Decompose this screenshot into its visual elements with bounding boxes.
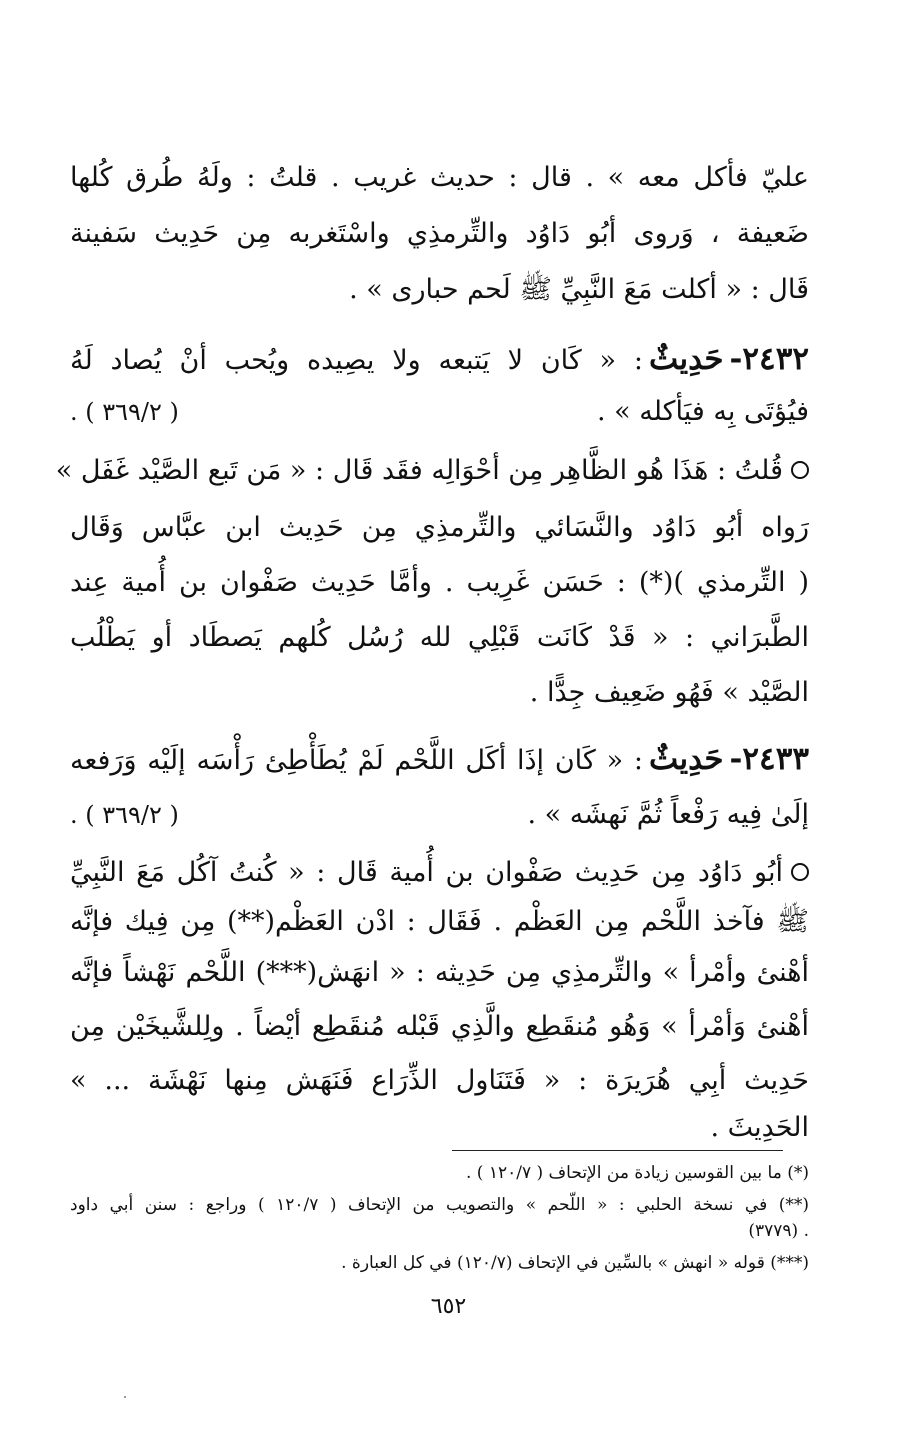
scan-speck xyxy=(124,1396,126,1398)
comment-2432-line-5: الصَّيْد » فَهُو ضَعِيف جِدًّا . xyxy=(529,677,809,708)
footnote-3: (***) قوله « انهش » بالسِّين في الإتحاف (١٢٠/٧) في كل العبارة . xyxy=(341,1253,809,1273)
body-line-1: عليّ فأكل معه » . قال : حديث غريب . قلتُ : ولَهُ طُرق كُلها xyxy=(70,162,809,193)
comment-2433-line-3: أهْنئ وأمْرأ » والتِّرمذِي مِن حَدِيثه : « انهَش(***) اللَّحْم نَهْشاً فإنَّه xyxy=(70,957,809,988)
hadith-2433-number: ٢٤٣٣- xyxy=(729,741,809,777)
hadith-2432-heading xyxy=(70,339,809,381)
circle-bullet-icon xyxy=(791,863,809,881)
hadith-2433-reference: . ( ٣٦٩/٢ ) xyxy=(70,801,179,829)
page-number: ٦٥٢ xyxy=(430,1294,467,1319)
comment-2433-line-5: حَدِيث أبِي هُرَيرَة : « فَتَنَاول الذِّرَاع فَنَهَش مِنها نَهْشَة ... » xyxy=(70,1065,809,1096)
footnote-divider xyxy=(452,1150,783,1151)
comment-2432-line-4: الطَّبرَاني : « قَدْ كَانَت قَبْلِي لله رُسُل كُلهم يَصطَاد أو يَطْلُب xyxy=(70,622,809,653)
hadith-2433-label: حَدِيثٌ xyxy=(649,741,724,777)
circle-bullet-icon xyxy=(791,461,809,479)
comment-2433-line-4: أهْنئ وَأمْرأ » وَهُو مُنقَطِع والَّذِي قَبْله مُنقَطِع أيْضاً . ولِلشَّيخَيْن مِن xyxy=(70,1011,809,1042)
comment-2433-line-6: الحَدِيثَ . xyxy=(710,1112,809,1143)
body-line-2: ضَعيفة ، وَروى أبُو دَاوُد والتِّرمذِي واسْتَغربه مِن حَدِيث سَفينة xyxy=(70,218,809,249)
comment-2432-line-3: ( التِّرمذي )(*) : حَسَن غَرِيب . وأمَّا حَدِيث صَفْوان بن أُمية عِند xyxy=(70,567,809,598)
hadith-2433-heading xyxy=(70,739,809,781)
footnote-1: (*) ما بين القوسين زيادة من الإتحاف ( ١٢٠/٧ ) . xyxy=(466,1163,809,1183)
hadith-2432-number: ٢٤٣٢- xyxy=(729,341,809,377)
hadith-2432-continuation: فيُؤتَى بِه فيَأكله » . xyxy=(597,396,809,427)
comment-2433-line-2: ﷺ فآخذ اللَّحْم مِن العَظْم . فَقَال : ادْن العَظْم(**) مِن فِيك فإنَّه xyxy=(70,906,809,937)
hadith-2433-continuation: إلَىٰ فِيه رَفْعاً ثُمَّ نَهشَه » . xyxy=(527,799,809,830)
hadith-2432-reference: . ( ٣٦٩/٢ ) xyxy=(70,398,179,426)
hadith-2432-text: : « كَان لا يَتبعه ولا يصِيده ويُحب أنْ يُصاد لَهُ xyxy=(70,345,643,376)
hadith-2432-label: حَدِيثٌ xyxy=(649,341,724,377)
comment-2432-line-2: رَواه أبُو دَاوُد والنَّسَائي والتِّرمذِي مِن حَدِيث ابن عبَّاس وَقَال xyxy=(70,512,809,543)
footnote-2-continuation: (٣٧٧٩) . xyxy=(748,1221,809,1241)
footnote-2: (**) في نسخة الحلبي : « اللّحم » والتصويب من الإتحاف ( ١٢٠/٧ ) وراجع : سنن أبي داود xyxy=(70,1195,809,1215)
hadith-2433-text: : « كَان إذَا أكَل اللَّحْم لَمْ يُطَأْطِئ رَأْسَه إلَيْه وَرَفعه xyxy=(70,745,643,776)
comment-2433-line-1: أبُو دَاوُد مِن حَدِيث صَفْوان بن أُمية قَال : « كُنتُ آكُل مَعَ النَّبِيِّ xyxy=(70,853,809,893)
body-line-3: قَال : « أكلت مَعَ النَّبِيِّ ﷺ لَحم حبارى » . xyxy=(349,274,809,305)
comment-2432-line-1: قُلتُ : هَذَا هُو الظَّاهِر مِن أحْوَالِه فقَد قَال : « مَن تَبع الصَّيْد غَفَل » xyxy=(70,451,809,491)
